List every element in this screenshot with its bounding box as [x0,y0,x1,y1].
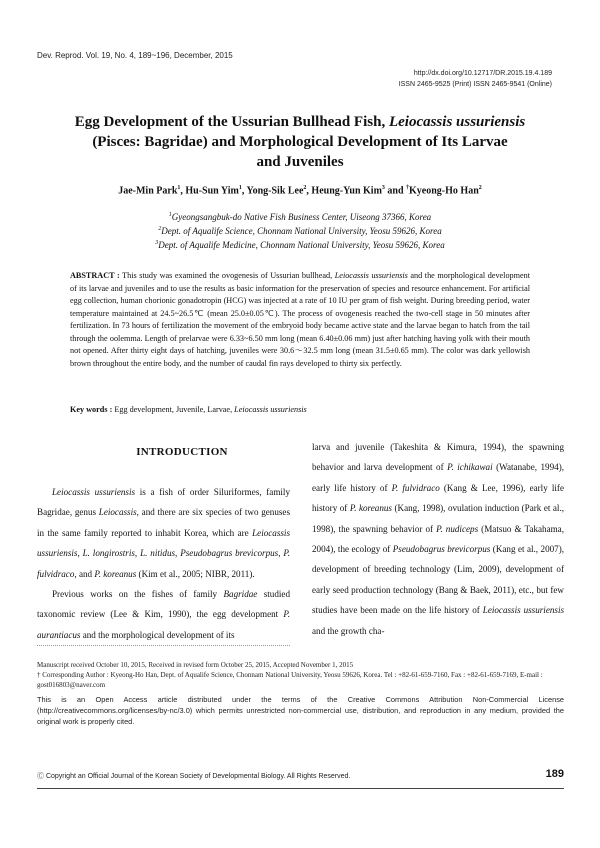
affiliation-mark: 2 [158,226,162,232]
page-number: 189 [545,768,564,780]
title-part2: (Pisces: Bagridae) and Morphological Development of Its Larvae [92,134,508,150]
author-name: Hu-Sun Yim [185,185,239,197]
author-affiliation-mark: 1 [238,185,242,191]
manuscript-dates: Manuscript received October 10, 2015, Received in revised form October 25, 2015, Accepted November 1, 2015 [37,661,354,669]
keywords-label: Key words : [70,405,113,414]
corresponding-mark: † [406,185,410,191]
abstract-species: Leiocassis ussuriensis [334,271,408,280]
author-name: Yong-Sik Lee [246,185,304,197]
author-affiliation-mark: 2 [478,185,482,191]
author-name: Heung-Yun Kim [311,185,382,197]
author-affiliation-mark: 3 [381,185,385,191]
affiliation [60,209,540,224]
license-statement: This is an Open Access article distributed under the terms of the Creative Commons Attribution Non-Commercial License (http://creativecommons.org/licenses/by-nc/3.0) which permits unrestricted non-commercial use, distribution, and reproduction in any medium, provided the original work is properly cited. [37,695,564,726]
abstract-text: This study was examined the ovogenesis of Ussurian bullhead, [119,271,335,280]
author-affiliation-mark: 2 [303,185,307,191]
doi-link[interactable]: http://dx.doi.org/10.12717/DR.2015.19.4.189 [413,70,552,77]
keywords [70,405,530,414]
footnote-divider [37,645,290,646]
copyright-notice: Ⓒ Copyright an Official Journal of the Korean Society of Developmental Biology. All Rights Reserved. [37,773,351,780]
paragraph: larva and juvenile (Takeshita & Kimura, 1994), the spawning behavior and larva development of P. ichikawai (Watanabe, 1994), early life history of P. fulvidraco (Kang & Lee, 1996), early life history of P. koreanus (Kang, 1998), ovulation induction (Park et al., 1998), the spawning behavior of P. nudiceps (Matsuo & Takahama, 2004), the ecology of Pseudobagrus brevicorpus (Kang et al., 2007), development of breeding technology (Lim, 2009), development of early seed production technology (Bang & Baek, 2011), etc., but few studies have been made on the life history of Leiocassis ussuriensis and the growth cha- [312,442,565,636]
title-species: Leiocassis ussuriensis [388,114,526,130]
journal-reference: Dev. Reprod. Vol. 19, No. 4, 189~196, December, 2015 [37,51,233,60]
article-title [60,112,540,172]
paragraph: Leiocassis ussuriensis is a fish of order Siluriformes, family Bagridae, genus Leiocassis, and there are six species of two genuses in the same family reported to inhabit Korea, which are Leiocassis ussuriensis, L. longirostris, L. nitidus, Pseudobagrus brevicorpus, P. fulvidraco, and P. koreanus (Kim et al., 2005; NIBR, 2011). [37,487,291,579]
affiliation [60,237,540,252]
affiliation-mark: 3 [155,240,159,246]
affiliation [60,223,540,238]
author-name: Kyeong-Ho Han [409,185,479,197]
body-column-right [312,437,564,641]
footer-divider [37,788,564,789]
body-column-left [37,482,290,645]
affiliation-text: Dept. of Aqualife Science, Chonnam National University, Yeosu 59626, Korea [161,226,442,236]
title-part1: Egg Development of the Ussurian Bullhead Fish, [74,114,389,130]
keywords-text: Egg development, Juvenile, Larvae, [112,405,235,414]
title-part3: and Juveniles [256,154,344,170]
affiliation-mark: 1 [168,212,172,218]
affiliation-text: Gyeongsangbuk-do Native Fish Business Center, Uiseong 37366, Korea [171,212,432,222]
author-list: Jae-Min Park$^1$, Hu-Sun Yim$^1$, Yong-Sik Lee$^2$, Heung-Yun Kim$^3$ and †Kyeong-Ho Han$^2$ [118,185,482,197]
affiliation-text: Dept. of Aqualife Medicine, Chonnam National University, Yeosu 59626, Korea [158,240,445,250]
keywords-species: Leiocassis ussuriensis [234,405,307,414]
paragraph: Previous works on the fishes of family Bagridae studied taxonomic review (Lee & Kim, 1990), the egg development P. aurantiacus and the morphological development of its [37,589,290,640]
author-name: Jae-Min Park [118,185,178,197]
author-affiliation-mark: 1 [177,185,181,191]
abstract-text: and the morphological development of its larvae and juveniles and to use the results as basic information for the preservation of species and resource enhancement. For artificial egg collection, human chorionic gonadotropin (HCG) was injected at a rate of 10 IU per gram of fish weight. During breeding period, water temperature maintained at 24.5~26.5℃ (mean 25.0±0.05℃). The process of ovogenesis reached the two-cell stage in 50 minutes after fertilization. In 73 hours of fertilization the movement of the embryoid body became active state and the larvae began to hatch from the tail through the oolemma. Length of prelarvae were 6.33~6.50 mm long (mean 6.40±0.06 mm) just after hatching having yolk with their mouth not opened. After thirty eight days of hatching, juveniles were 30.6～32.5 mm long (mean 31.5±0.65 mm). The color was dark yellowish brown throughout the entire body, and the number of caudal fin rays developed to thirty six perfectly. [70,271,530,368]
section-heading-introduction: INTRODUCTION [136,446,228,458]
abstract [70,270,530,370]
footnotes [37,660,564,690]
issn-line: ISSN 2465-9525 (Print) ISSN 2465-9541 (Online) [398,81,552,88]
abstract-label: ABSTRACT : [70,271,120,280]
corresponding-author: † Corresponding Author : Kyeong-Ho Han, Dept. of Aqualife Science, Chonnam National University, Yeosu 59626, Korea. Tel : +82-61-659-7160, Fax : +82-61-659-7169, E-mail : gost016803@naver.com [37,671,543,689]
